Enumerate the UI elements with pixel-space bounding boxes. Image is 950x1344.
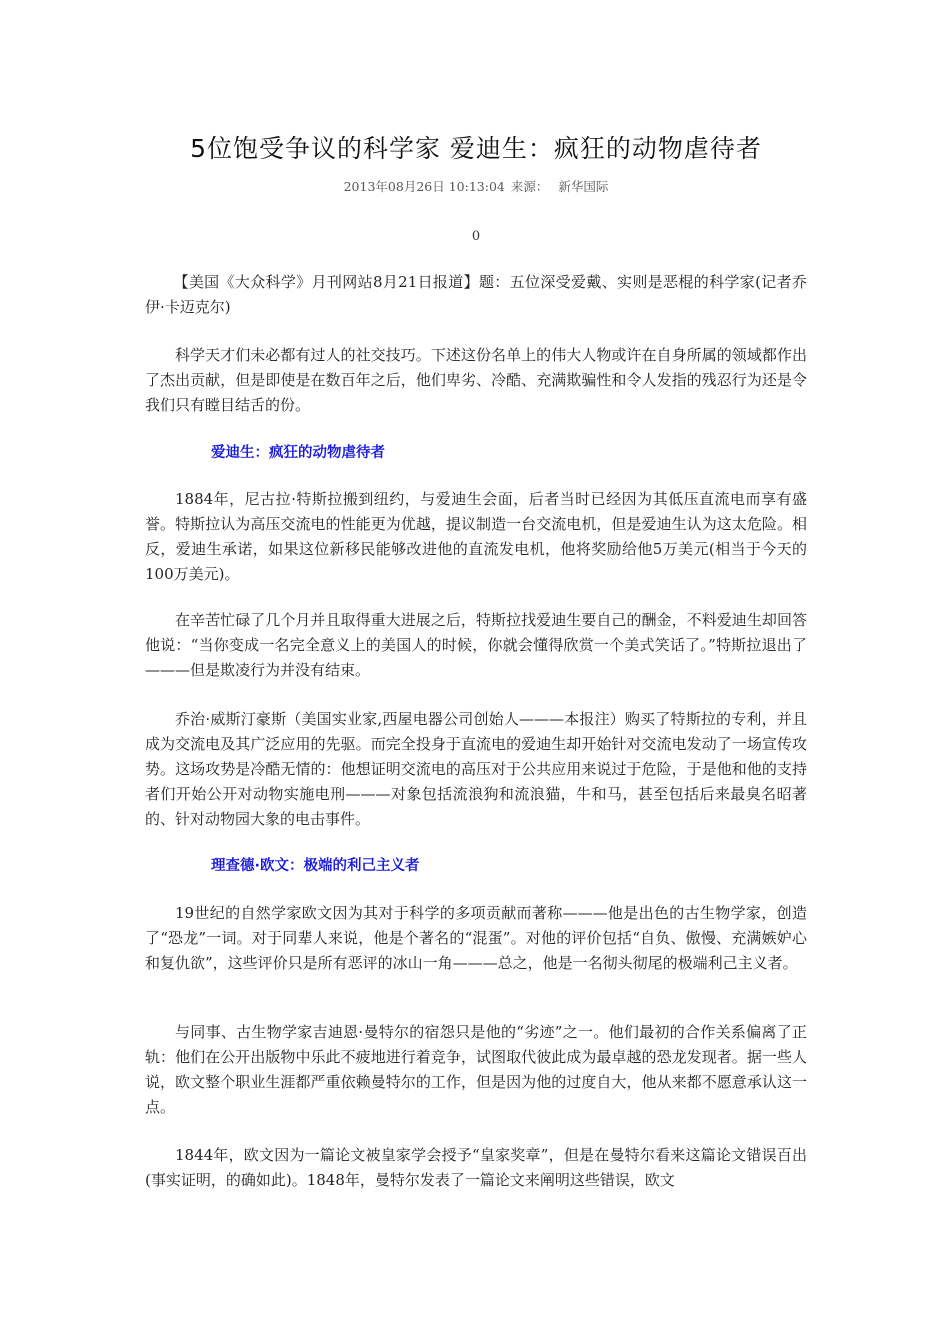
intro-paragraph: 【美国《大众科学》月刊网站8月21日报道】题：五位深受爱戴、实则是恶棍的科学家(记者乔伊·卡迈克尔) bbox=[145, 273, 807, 316]
body-paragraph: 在辛苦忙碌了几个月并且取得重大进展之后，特斯拉找爱迪生要自己的酬金，不料爱迪生却回答他说：“当你变成一名完全意义上的美国人的时候，你就会懂得欣赏一个美式笑话了。”特斯拉退出了———但是欺凌行为并没有结束。 bbox=[145, 611, 807, 679]
section-heading-owen: 理查德·欧文：极端的利己主义者 bbox=[211, 858, 420, 874]
source-label: 来源： bbox=[510, 179, 549, 194]
body-paragraph: 乔治·威斯汀豪斯（美国实业家,西屋电器公司创始人———本报注）购买了特斯拉的专利，并且成为交流电及其广泛应用的先驱。而完全投身于直流电的爱迪生却开始针对交流电发动了一场宣传攻势。这场攻势是冷酷无情的：他想证明交流电的高压对于公共应用来说过于危险，于是他和他的支持者们开始公开对动物实施电刑———对象包括流浪狗和流浪猫，牛和马，甚至包括后来最臭名昭著的、针对动物园大象的电击事件。 bbox=[145, 710, 807, 828]
source-name: 新华国际 bbox=[558, 179, 609, 194]
comment-count: 0 bbox=[471, 229, 481, 244]
body-paragraph: 19世纪的自然学家欧文因为其对于科学的多项贡献而著称———他是出色的古生物学家，创造了“恐龙”一词。对于同辈人来说，他是个著名的“混蛋”。对他的评价包括“自负、傲慢、充满嫉妒心和复仇欲”，这些评价只是所有恶评的冰山一角———总之，他是一名彻头彻尾的极端利己主义者。 bbox=[145, 904, 807, 972]
article-meta bbox=[145, 177, 807, 197]
body-paragraph: 与同事、古生物学家吉迪恩·曼特尔的宿怨只是他的“劣迹”之一。他们最初的合作关系偏离了正轨：他们在公开出版物中乐此不疲地进行着竞争，试图取代彼此成为最卓越的恐龙发现者。据一些人说，欧文整个职业生涯都严重依赖曼特尔的工作，但是因为他的过度自大，他从来都不愿意承认这一点。 bbox=[145, 1023, 807, 1116]
section-heading-edison: 爱迪生：疯狂的动物虐待者 bbox=[211, 445, 385, 461]
body-paragraph: 1844年，欧文因为一篇论文被皇家学会授予“皇家奖章”，但是在曼特尔看来这篇论文错误百出(事实证明，的确如此)。1848年，曼特尔发表了一篇论文来阐明这些错误，欧文 bbox=[145, 1146, 807, 1189]
body-paragraph: 1884年，尼古拉·特斯拉搬到纽约，与爱迪生会面，后者当时已经因为其低压直流电而享有盛誉。特斯拉认为高压交流电的性能更为优越，提议制造一台交流电机，但是爱迪生认为这太危险。相反，爱迪生承诺，如果这位新移民能够改进他的直流发电机，他将奖励给他5万美元(相当于今天的100万美元)。 bbox=[145, 490, 807, 583]
publish-date: 2013年08月26日 10:13:04 bbox=[343, 179, 505, 194]
article-title: 5位饱受争议的科学家 爱迪生：疯狂的动物虐待者 bbox=[190, 134, 762, 163]
body-paragraph: 科学天才们未必都有过人的社交技巧。下述这份名单上的伟大人物或许在自身所属的领域都作出了杰出贡献，但是即使是在数百年之后，他们卑劣、冷酷、充满欺骗性和令人发指的残忍行为还是令我们只有瞠目结舌的份。 bbox=[145, 346, 807, 414]
